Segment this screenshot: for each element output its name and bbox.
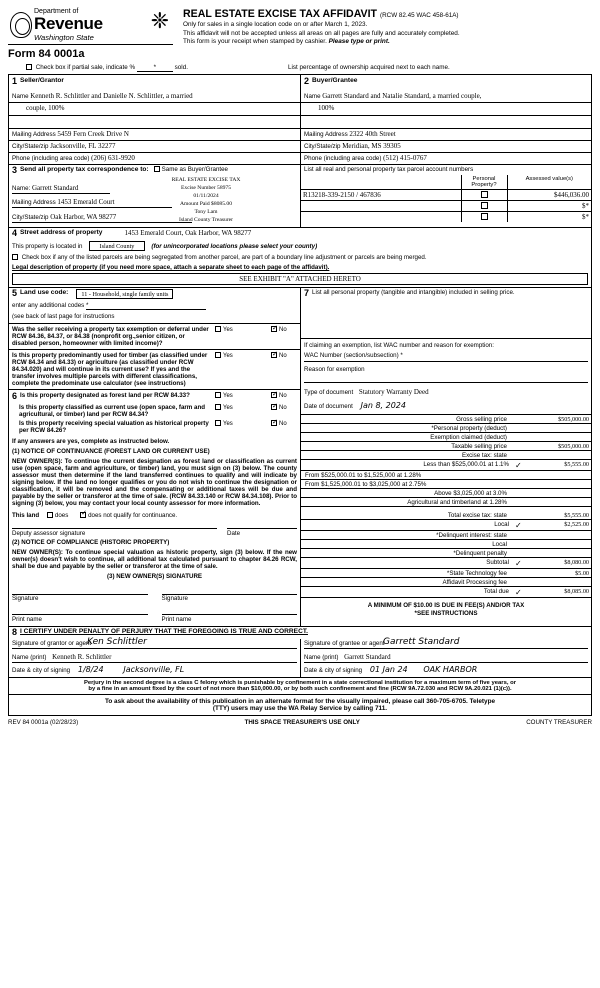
tax-line-label-16: *State Technology fee — [446, 569, 507, 577]
ada-line-2: (TTY) users may use the WA Relay Service by calling 711. — [212, 704, 388, 712]
deputy-date-label[interactable]: Date — [227, 528, 297, 537]
tax-line-value-2[interactable] — [527, 434, 589, 441]
tax-line — [301, 498, 591, 507]
grantor-signature-label: Signature of grantor or agent — [12, 640, 92, 648]
new-owner-signature-heading: (3) NEW OWNER(S) SIGNATURE — [106, 573, 203, 581]
title-sub-1: Only for sales in a single location code on or after March 1, 2023. — [183, 21, 368, 28]
tax-line — [301, 442, 591, 451]
footer-form-rev: REV 84 0001a (02/28/23) — [8, 718, 79, 726]
tax-line-label-4: Excise tax: state — [461, 451, 507, 459]
doc-type-label: Type of document — [304, 388, 354, 396]
exemption-question-text: Was the seller receiving a property tax exemption or deferral under RCW 84.36, 84.37, or 84.38 (nonprofit org.,senior citizen, or disabled person, homeowner with limited income)? — [12, 326, 209, 348]
title-sub-3a: This form is your receipt when stamped by cashier. — [183, 38, 327, 46]
section2-header — [301, 75, 591, 91]
buyer-name-value2[interactable]: 100% — [318, 104, 335, 113]
historic-question: Is this property receiving special valuation as historical property per RCW 84.26? — [19, 420, 209, 435]
tax-line-value-7[interactable] — [527, 481, 589, 488]
tax-line-value-8[interactable] — [527, 490, 589, 497]
grantee-signature-value[interactable]: Garrett Standard — [383, 636, 460, 647]
perjury-line-1: Perjury in the second degree is a class C felony which is punishable by confinement in a state correctional institution for a maximum term of five years, or — [83, 679, 517, 686]
exemption-question-row — [9, 323, 300, 349]
tax-line — [301, 549, 591, 558]
tax-line-value-0[interactable]: $505,000.00 — [558, 415, 589, 423]
section57-block — [8, 288, 592, 627]
partial-sale-label: Check box if partial sale, indicate % — [35, 63, 136, 71]
tax-line-label-1: *Personal property (deduct) — [431, 424, 507, 432]
additional-codes-label: enter any additional codes — [12, 302, 85, 310]
tax-line-label-0: Gross selling price — [456, 415, 507, 423]
does-not-qualify-checkbox[interactable] — [80, 512, 86, 518]
seller-city-row — [9, 141, 300, 153]
tax-line — [301, 569, 591, 578]
tax-line-label-7: From $1,525,000.01 to $3,025,000 at 2.75% — [305, 480, 427, 488]
segregation-label: Check box if any of the listed parcels are being segregated from another parcel, are part of a boundary line adjustment or parcels are being merged. — [21, 254, 427, 262]
agency-logo-block — [8, 6, 173, 60]
personal-property-checkbox-3[interactable] — [461, 211, 507, 222]
tax-line-value-4[interactable] — [527, 452, 589, 459]
tax-line-value-5[interactable]: $5,555.00 — [564, 460, 589, 468]
additional-codes-row — [9, 301, 300, 312]
table-row — [301, 200, 591, 211]
tax-line-label-3: Taxable selling price — [451, 442, 507, 450]
forest-no-label: No — [279, 393, 287, 400]
tax-line-mark-11: ✓ — [515, 520, 522, 530]
title-citation: (RCW 82.45 WAC 458-61A) — [380, 12, 459, 19]
buyer-city-row — [301, 141, 591, 153]
section8-block — [8, 627, 592, 678]
section4-number: 4 — [12, 228, 18, 239]
seller-name-row — [9, 91, 300, 103]
footer-county-treasurer: COUNTY TREASURER — [526, 718, 592, 726]
seller-name-row3 — [9, 116, 300, 129]
grantor-name-row — [9, 652, 300, 664]
new-owner-signature-label-2[interactable]: Signature — [162, 594, 298, 603]
notice-compliance-body: NEW OWNER(S): To continue special valuation as historic property, sign (3) below. If the new owner(s) doesn't wish to continue, all additional tax calculated pursuant to chapter 84.26 RCW, shall be due and payable by the seller or transferor at the time of sale. — [12, 548, 297, 570]
partial-sale-checkbox[interactable] — [26, 64, 32, 70]
tax-line — [301, 471, 591, 480]
page-footer — [8, 719, 592, 726]
assessed-value-3[interactable]: $* — [507, 211, 591, 222]
tax-line-label-11: Local — [494, 520, 509, 528]
timber-question-text: Is this property predominantly used for timber (as classified under RCW 84.34 and 84.33) or agriculture (as classified under RCW 84.34.020) and will continue in its current use? If yes and the transfer involves multiple parcels with different classifications, complete the predominate use calculator (see instructions) — [12, 352, 208, 388]
does-not-label: does not qualify for continuance. — [88, 511, 178, 519]
buyer-name-value[interactable]: Garrett Standard and Natalie Standard, a married couple, — [322, 92, 482, 101]
tax-line-value-16[interactable]: $5.00 — [575, 569, 589, 577]
timber-question-row — [9, 349, 300, 389]
notice-continuance-body — [9, 457, 300, 509]
section4-header — [9, 228, 591, 240]
reason-exemption-label: Reason for exemption — [304, 365, 365, 373]
tax-line-value-3[interactable]: $505,000.00 — [558, 442, 589, 450]
tax-line-label-2: Exemption claimed (deduct) — [430, 433, 507, 441]
partial-sale-suffix: sold. — [174, 63, 188, 71]
stamp-line-5: Tony Lam — [194, 209, 218, 216]
treasurer-stamp — [117, 176, 295, 225]
corr-mailing-label: Mailing Address — [12, 199, 56, 207]
col-personal-property: Personal Property? — [461, 175, 507, 190]
seller-phone-label: Phone (including area code) — [12, 155, 90, 163]
grantor-name-value[interactable]: Kenneth R. Schlittler — [52, 653, 112, 662]
tax-line-value-17[interactable] — [527, 579, 589, 586]
notice-continuance-heading: (1) NOTICE OF CONTINUANCE (FOREST LAND OR CURRENT USE) — [12, 448, 210, 456]
segregation-checkbox[interactable] — [12, 254, 18, 260]
see-instructions-note: *SEE INSTRUCTIONS — [414, 610, 478, 618]
parcel-number-1[interactable]: R13218-339-2150 / 467836 — [301, 189, 461, 200]
tax-line-label-18: Total due — [483, 587, 509, 595]
currentuse-no-label: No — [279, 405, 287, 412]
currentuse-yes-checkbox[interactable] — [215, 404, 221, 410]
section5-header — [9, 288, 300, 301]
tax-calculation-list — [301, 415, 591, 598]
buyer-name-label: Name — [304, 93, 321, 101]
forest-yes-checkbox[interactable] — [215, 392, 221, 398]
revenue-label: Revenue — [34, 14, 103, 33]
doc-date-label: Date of document — [304, 402, 353, 410]
section4-heading: Street address of property — [20, 229, 103, 237]
property-address-value[interactable]: 1453 Emerald Court, Oak Harbor, WA 98277 — [124, 229, 252, 238]
legal-description-label: Legal description of property (if you need more space, attach a separate sheet to each page of the affidavit). — [12, 264, 330, 272]
county-note: (for unincorporated locations please select your county) — [151, 242, 318, 250]
tax-line-value-9[interactable] — [527, 499, 589, 506]
does-qualify-checkbox[interactable] — [47, 512, 53, 518]
ownership-note: List percentage of ownership acquired next to each name. — [288, 63, 450, 71]
tax-line-value-11[interactable]: $2,525.00 — [564, 520, 589, 528]
grantor-name-label: Name (print) — [12, 654, 47, 662]
footer-treasurer-space: THIS SPACE TREASURER'S USE ONLY — [244, 718, 360, 726]
land-use-code-value[interactable]: 11 - Household, single family units — [76, 289, 173, 299]
legal-description-value: SEE EXHIBIT "A" ATTACHED HERETO — [239, 274, 361, 283]
exemption-claim-note: If claiming an exemption, list WAC number and reason for exemption: — [301, 338, 591, 351]
state-seal-icon — [10, 12, 32, 38]
tax-line-label-6: From $525,000.01 to $1,525,000 at 1.28% — [305, 471, 422, 479]
section1-header — [9, 75, 300, 91]
section3-heading: Send all property tax correspondence to: — [20, 166, 149, 174]
tax-line-value-12[interactable] — [527, 532, 589, 539]
stamp-line-1: REAL ESTATE EXCISE TAX — [171, 176, 241, 183]
buyer-mailing-label: Mailing Address — [304, 131, 348, 139]
seller-phone-row — [9, 153, 300, 164]
legal-desc-label-row — [9, 263, 591, 273]
wac-number-row — [301, 350, 591, 364]
section8-number: 8 — [12, 627, 18, 638]
ada-note — [8, 695, 592, 716]
historic-yes-label: Yes — [223, 421, 233, 428]
tax-line-label-12: *Delinquent interest: state — [436, 531, 507, 539]
seller-mailing-value[interactable]: 5459 Fern Creek Drive N — [57, 130, 129, 139]
section5-heading: Land use code: — [20, 289, 69, 297]
grantee-signature-label: Signature of grantee or agent — [304, 640, 385, 648]
state-label: Washington State — [34, 32, 94, 42]
seller-city-label: City/State/zip — [12, 143, 49, 151]
historic-no-checkbox[interactable] — [271, 420, 277, 426]
does-label: does — [54, 511, 69, 519]
grantee-sig-row — [301, 636, 591, 652]
grantor-date-value[interactable]: 1/8/24 — [77, 665, 104, 675]
seller-name-value[interactable]: Kenneth R. Schlittler and Danielle N. Schlittler, a married — [30, 92, 193, 101]
form-number: Form 84 0001a — [8, 47, 85, 60]
grantor-signature-value[interactable]: Ken Schlittler — [87, 636, 147, 647]
tax-line — [301, 531, 591, 540]
tax-line — [301, 578, 591, 587]
revenue-swirl-icon: ❈ — [150, 8, 169, 33]
buyer-name-row — [301, 91, 591, 103]
minimum-fee-note: A MINIMUM OF $10.00 IS DUE IN FEE(S) AND/OR TAX — [367, 602, 525, 610]
section6-number: 6 — [12, 391, 18, 402]
section6-q1-row — [9, 389, 300, 403]
county-label: This property is located in — [12, 242, 83, 250]
title-sub-2: This affidavit will not be accepted unless all areas on all pages are fully and accurately completed. — [183, 29, 460, 37]
form-header — [8, 6, 592, 60]
tax-line-label-9: Agricultural and timberland at 1.28% — [407, 498, 507, 506]
tax-line — [301, 415, 591, 424]
legal-description-box[interactable] — [12, 273, 588, 285]
buyer-city-value[interactable]: Meridian, MS 39305 — [342, 142, 401, 151]
seller-phone-value[interactable]: (206) 631-9920 — [91, 154, 135, 163]
seller-name-value2[interactable]: couple, 100% — [26, 104, 65, 113]
tax-line — [301, 540, 591, 549]
section3-number: 3 — [12, 165, 18, 176]
buyer-mailing-row — [301, 129, 591, 141]
corr-mailing-value[interactable]: 1453 Emerald Court — [57, 198, 115, 207]
forest-no-checkbox[interactable] — [271, 392, 277, 398]
county-row — [9, 240, 591, 253]
same-as-buyer-label: Same as Buyer/Grantee — [161, 166, 229, 174]
stamp-line-4: Amount Paid $8085.00 — [179, 201, 233, 208]
correspondence-block — [8, 165, 592, 228]
currentuse-no-checkbox[interactable] — [271, 404, 277, 410]
currentuse-yes-label: Yes — [223, 405, 233, 412]
timber-yes-checkbox[interactable] — [215, 352, 221, 358]
parcel-number-2[interactable] — [301, 200, 461, 211]
corr-name-value[interactable]: Garrett Standard — [31, 183, 79, 192]
stamp-line-3: 01/11/2024 — [193, 193, 219, 200]
tax-line — [301, 511, 591, 520]
county-select[interactable]: Island County — [89, 241, 146, 251]
seller-name-row2 — [9, 103, 300, 116]
same-as-buyer-checkbox[interactable] — [154, 166, 160, 172]
grantor-date-label: Date & city of signing — [12, 667, 71, 675]
segregation-row — [9, 253, 591, 263]
tax-line-label-17: Affidavit Processing fee — [442, 578, 507, 586]
section6-q2-row — [9, 403, 300, 419]
new-owner-print-row — [9, 602, 300, 626]
new-owner-sign-row — [9, 582, 300, 603]
grantee-name-value[interactable]: Garrett Standard — [344, 653, 391, 662]
tax-line — [301, 489, 591, 498]
section1-number: 1 — [12, 75, 18, 86]
grantee-date-value[interactable]: 01 Jan 24 — [369, 665, 408, 675]
tax-line-label-13: Local — [492, 540, 507, 548]
tax-line-mark-5: ✓ — [515, 460, 522, 470]
grantor-date-row — [9, 664, 300, 677]
partial-sale-row — [8, 64, 592, 72]
section2-number: 2 — [304, 75, 310, 86]
instructions-note: (see back of last page for instructions — [12, 313, 115, 321]
section7-heading: List all personal property (tangible and intangible) included in selling price. — [312, 289, 515, 297]
certification-heading: I CERTIFY UNDER PENALTY OF PERJURY THAT THE FOREGOING IS TRUE AND CORRECT. — [20, 628, 308, 636]
current-use-question: Is this property classified as current use (open space, farm and agricultural, or timber) land per RCW 84.34? — [19, 404, 206, 419]
perjury-line-2: by a fine in an amount fixed by the court of not more than $10,000.00, or by both such confinement and fine (RCW 9A.72.030 and RCW 9A.20.021 (1)(c)). — [88, 685, 512, 692]
seller-name-label: Name — [12, 93, 29, 101]
wac-number-value[interactable]: * — [400, 351, 403, 359]
parcels-heading: List all real and personal property tax parcel account numbers — [304, 166, 474, 174]
grantee-city-value[interactable]: OAK HARBOR — [423, 665, 478, 675]
tax-line — [301, 558, 591, 569]
tax-line-value-14[interactable] — [527, 550, 589, 557]
deputy-assessor-label[interactable]: Deputy assessor signature — [12, 528, 217, 537]
reason-exemption-row — [301, 364, 591, 386]
grantor-sig-row — [9, 636, 300, 652]
parcel-table — [301, 175, 591, 222]
tax-line-value-13[interactable] — [527, 541, 589, 548]
tax-line-label-15: Subtotal — [486, 558, 509, 566]
continuance-qualify-row — [9, 509, 300, 521]
corr-city-value[interactable]: Oak Harbor, WA 98277 — [50, 213, 117, 222]
department-label: Department of — [34, 8, 79, 15]
table-row — [301, 211, 591, 222]
tax-line — [301, 424, 591, 433]
corr-name-label: Name: — [12, 184, 31, 192]
title-text: REAL ESTATE EXCISE TAX AFFIDAVIT — [183, 8, 378, 20]
exemption-yes-checkbox[interactable] — [215, 326, 221, 332]
if-any-yes-note: If any answers are yes, complete as instructed below. — [12, 438, 170, 446]
doc-date-row — [301, 399, 591, 415]
tax-line — [301, 587, 591, 598]
tax-line-label-14: *Delinquent penalty — [453, 549, 507, 557]
tax-line-mark-18: ✓ — [515, 587, 522, 597]
tax-line-value-15[interactable]: $8,080.00 — [564, 558, 589, 566]
parcel-table-header — [301, 175, 591, 190]
buyer-phone-value[interactable]: (512) 415-0767 — [383, 154, 427, 163]
section6-q3-row — [9, 419, 300, 435]
grantee-name-row — [301, 652, 591, 664]
tax-line-value-6[interactable] — [527, 472, 589, 479]
tax-line — [301, 451, 591, 460]
col-assessed-value: Assessed value(s) — [507, 175, 591, 190]
parties-block — [8, 74, 592, 165]
page-title — [183, 8, 592, 20]
seller-city-value[interactable]: Jacksonville, FL 32277 — [50, 142, 116, 151]
buyer-phone-row — [301, 153, 591, 164]
section7-header — [301, 288, 591, 314]
new-owner-print-label[interactable]: Print name — [12, 614, 148, 623]
grantor-city-value[interactable]: Jacksonville, FL — [123, 665, 185, 675]
ada-line-1: To ask about the availability of this publication in an alternate format for the visually impaired, please call 360-705-6705. Teletype — [104, 697, 496, 705]
grantee-date-label: Date & city of signing — [304, 667, 363, 675]
buyer-name-row2 — [301, 103, 591, 116]
grantee-name-label: Name (print) — [304, 654, 339, 662]
additional-codes-value[interactable]: * — [86, 302, 206, 310]
this-land-label: This land — [12, 511, 40, 519]
exemption-no-label: No — [279, 327, 287, 334]
buyer-mailing-value[interactable]: 2322 40th Street — [349, 130, 396, 139]
tax-line-mark-15: ✓ — [515, 558, 522, 568]
tax-line-label-10: Total excise tax: state — [447, 511, 507, 519]
wac-number-label: WAC Number (section/subsection) — [304, 351, 399, 359]
timber-no-checkbox[interactable] — [271, 352, 277, 358]
parcel-number-3[interactable] — [301, 211, 461, 222]
buyer-name-row3 — [301, 116, 591, 129]
doc-date-value[interactable]: Jan 8, 2024 — [360, 400, 406, 410]
title-sub-3 — [183, 38, 592, 47]
section4-block — [8, 228, 592, 288]
partial-sale-percent[interactable]: * — [137, 64, 173, 72]
tax-line — [301, 460, 591, 471]
tax-line — [301, 433, 591, 442]
section2-heading: Buyer/Grantee — [312, 76, 358, 84]
new-owner-signature-label[interactable]: Signature — [12, 594, 148, 603]
grantee-date-row — [301, 664, 591, 677]
seller-mailing-label: Mailing Address — [12, 131, 56, 139]
tax-line-value-10[interactable]: $5,555.00 — [564, 511, 589, 519]
section7-number: 7 — [304, 288, 310, 299]
buyer-city-label: City/State/zip — [304, 143, 341, 151]
deputy-assessor-row — [9, 520, 300, 537]
corr-city-label: City/State/zip — [12, 214, 49, 222]
historic-yes-checkbox[interactable] — [215, 420, 221, 426]
timber-no-label: No — [279, 353, 287, 360]
notice-continuance-text: NEW OWNER(S): To continue the current designation as forest land or classification as current use (open space, farm and agriculture, or timber) land, you must sign on (3) below. The county assessor must then determine if the land transferred continues to qualify and will indicate by signing below. If the land no longer qualifies or you do not wish to continue the designation or classification, it will be removed and the compensating or additional taxes will be due and payable by the seller or transferor at the time of sale. (RCW 84.33.140 or RCW 84.34.108). Prior to signing (3) below, you may contact your local county assessor for more information. — [12, 458, 297, 508]
seller-mailing-row — [9, 129, 300, 141]
assessed-value-2[interactable]: $* — [507, 200, 591, 211]
forest-land-question: Is this property designated as forest land per RCW 84.33? — [20, 392, 190, 400]
exemption-no-checkbox[interactable] — [271, 326, 277, 332]
tax-line — [301, 520, 591, 531]
assessed-value-1[interactable]: $446,036.00 — [507, 189, 591, 200]
title-sub-3b: Please type or print. — [328, 38, 390, 46]
perjury-note — [8, 678, 592, 695]
timber-yes-label: Yes — [223, 353, 233, 360]
tax-line-value-1[interactable] — [527, 425, 589, 432]
doc-type-value[interactable]: Statutory Warranty Deed — [358, 387, 429, 396]
new-owner-print-label-2[interactable]: Print name — [162, 614, 298, 623]
tax-line-label-8: Above $3,025,000 at 3.0% — [434, 489, 507, 497]
stamp-line-2: Excise Number 58975 — [180, 184, 232, 191]
exemption-yes-label: Yes — [223, 327, 233, 334]
forest-yes-label: Yes — [223, 393, 233, 400]
personal-property-checkbox-2[interactable] — [461, 200, 507, 211]
buyer-phone-label: Phone (including area code) — [304, 155, 382, 163]
tax-line-label-5: Less than $525,000.01 at 1.1% — [423, 460, 509, 468]
doc-type-row — [301, 386, 591, 399]
stamp-line-6: Island County Treasurer — [178, 217, 234, 224]
section1-heading: Seller/Grantor — [20, 76, 64, 84]
section5-number: 5 — [12, 288, 18, 299]
historic-no-label: No — [279, 421, 287, 428]
table-row — [301, 189, 591, 200]
tax-line-value-18[interactable]: $8,085.00 — [564, 587, 589, 595]
personal-property-checkbox-1[interactable] — [461, 189, 507, 200]
notice-compliance-heading: (2) NOTICE OF COMPLIANCE (HISTORIC PROPERTY) — [12, 538, 170, 546]
tax-line — [301, 480, 591, 489]
